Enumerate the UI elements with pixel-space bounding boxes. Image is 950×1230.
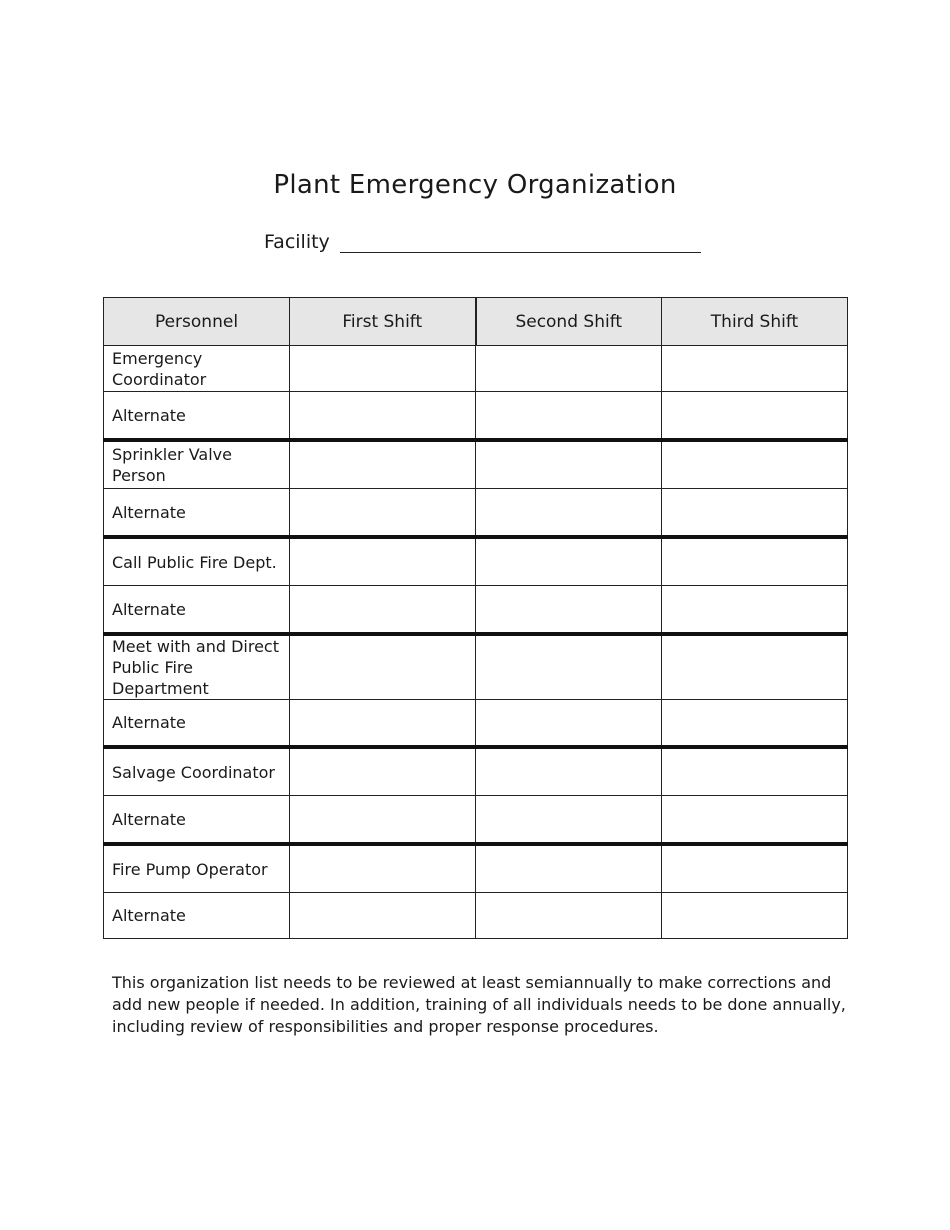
second-shift-cell[interactable] (476, 634, 662, 700)
review-note: This organization list needs to be reviewed at least semiannually to make corrections and add new people if needed. In addition, training of all individuals needs to be done annually, including review of responsibilities and proper response procedures. (112, 973, 846, 1036)
role-cell: Alternate (104, 893, 290, 939)
column-header-first-shift: First Shift (290, 298, 476, 346)
second-shift-cell[interactable] (476, 747, 662, 796)
third-shift-cell[interactable] (662, 893, 848, 939)
table-row (104, 392, 848, 441)
first-shift-cell[interactable] (290, 747, 476, 796)
table-row (104, 700, 848, 748)
first-shift-cell[interactable] (290, 634, 476, 700)
third-shift-cell[interactable] (662, 586, 848, 635)
table-row (104, 346, 848, 392)
second-shift-cell[interactable] (476, 537, 662, 586)
third-shift-cell[interactable] (662, 440, 848, 489)
first-shift-cell[interactable] (290, 392, 476, 441)
facility-input[interactable] (340, 228, 701, 253)
third-shift-cell[interactable] (662, 747, 848, 796)
second-shift-cell[interactable] (476, 440, 662, 489)
first-shift-cell[interactable] (290, 346, 476, 392)
second-shift-cell[interactable] (476, 489, 662, 538)
third-shift-cell[interactable] (662, 634, 848, 700)
page-title: Plant Emergency Organization (273, 170, 677, 200)
column-header-third-shift: Third Shift (662, 298, 848, 346)
facility-label: Facility (264, 231, 330, 253)
table-row (104, 747, 848, 796)
role-cell: Meet with and Direct Public Fire Department (104, 634, 290, 700)
table-row (104, 844, 848, 893)
table-row (104, 586, 848, 635)
table-row (104, 489, 848, 538)
second-shift-cell[interactable] (476, 700, 662, 748)
third-shift-cell[interactable] (662, 392, 848, 441)
third-shift-cell[interactable] (662, 700, 848, 748)
table-row (104, 796, 848, 845)
column-header-second-shift: Second Shift (476, 298, 662, 346)
first-shift-cell[interactable] (290, 700, 476, 748)
second-shift-cell[interactable] (476, 586, 662, 635)
third-shift-cell[interactable] (662, 346, 848, 392)
role-cell: Sprinkler Valve Person (104, 440, 290, 489)
table-header-row (104, 298, 848, 346)
first-shift-cell[interactable] (290, 796, 476, 845)
role-cell: Alternate (104, 700, 290, 748)
first-shift-cell[interactable] (290, 440, 476, 489)
first-shift-cell[interactable] (290, 586, 476, 635)
role-cell: Call Public Fire Dept. (104, 537, 290, 586)
organization-table (103, 297, 848, 939)
facility-field (264, 228, 701, 253)
second-shift-cell[interactable] (476, 346, 662, 392)
role-cell: Alternate (104, 796, 290, 845)
second-shift-cell[interactable] (476, 796, 662, 845)
column-header-personnel: Personnel (104, 298, 290, 346)
third-shift-cell[interactable] (662, 796, 848, 845)
table-row (104, 893, 848, 939)
role-cell: Alternate (104, 586, 290, 635)
role-cell: Salvage Coordinator (104, 747, 290, 796)
first-shift-cell[interactable] (290, 537, 476, 586)
second-shift-cell[interactable] (476, 893, 662, 939)
table-row (104, 634, 848, 700)
table-row (104, 440, 848, 489)
third-shift-cell[interactable] (662, 489, 848, 538)
role-cell: Alternate (104, 489, 290, 538)
role-cell: Fire Pump Operator (104, 844, 290, 893)
third-shift-cell[interactable] (662, 844, 848, 893)
role-cell: Emergency Coordinator (104, 346, 290, 392)
table-row (104, 537, 848, 586)
third-shift-cell[interactable] (662, 537, 848, 586)
second-shift-cell[interactable] (476, 844, 662, 893)
role-cell: Alternate (104, 392, 290, 441)
first-shift-cell[interactable] (290, 489, 476, 538)
first-shift-cell[interactable] (290, 844, 476, 893)
second-shift-cell[interactable] (476, 392, 662, 441)
first-shift-cell[interactable] (290, 893, 476, 939)
